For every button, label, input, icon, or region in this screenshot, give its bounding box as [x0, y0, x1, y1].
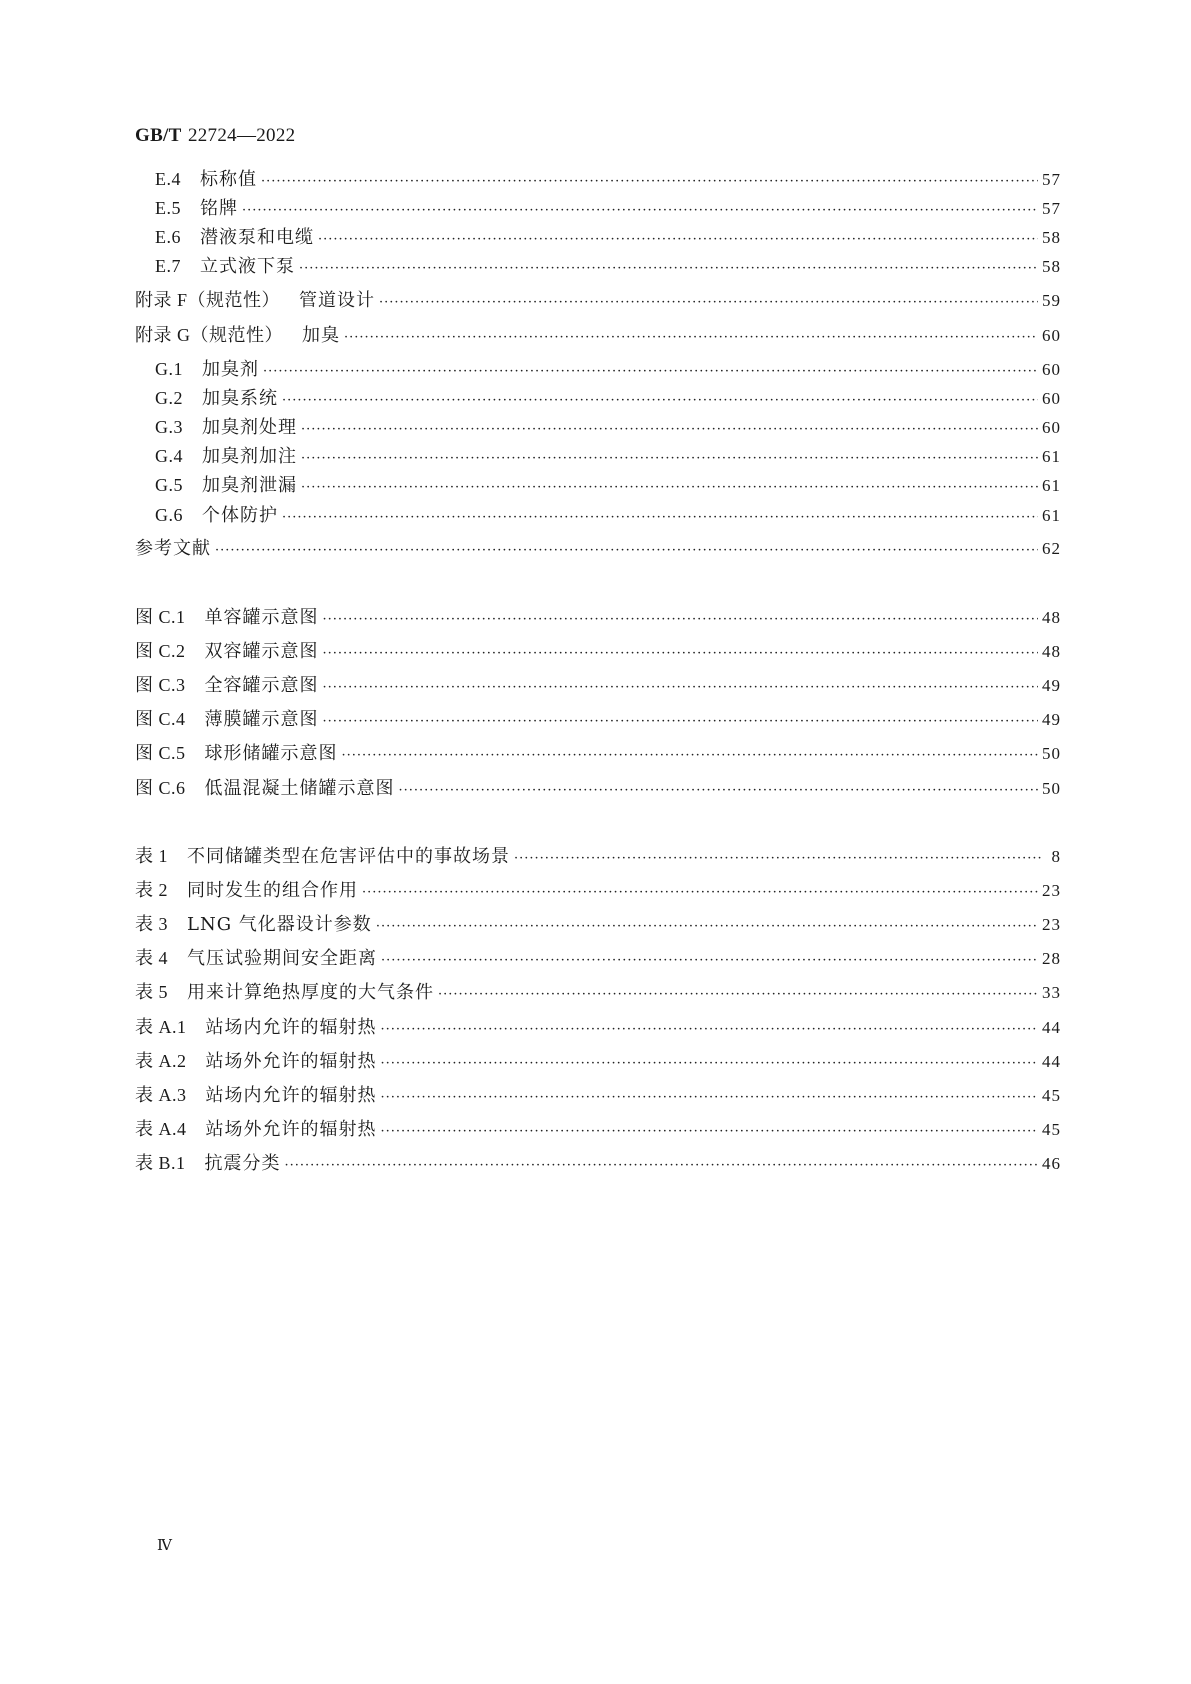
- entry-page: 45: [1042, 1120, 1061, 1139]
- entry-title: 标称值: [200, 169, 257, 190]
- entry-id: G.3: [155, 417, 183, 437]
- leader-dots: [301, 446, 1038, 472]
- toc-entry[interactable]: [155, 472, 1061, 498]
- figure-entry[interactable]: [135, 775, 1061, 801]
- entry-page: 61: [1042, 476, 1061, 495]
- entry-page: 46: [1042, 1154, 1061, 1173]
- leader-dots: [301, 417, 1038, 443]
- figure-entry[interactable]: [135, 706, 1061, 732]
- leader-dots: [514, 846, 1041, 872]
- leader-dots: [242, 198, 1038, 224]
- entry-id: 表 A.4: [135, 1119, 187, 1139]
- table-entry[interactable]: [135, 945, 1061, 971]
- entry-title: 单容罐示意图: [204, 607, 319, 628]
- entry-title: 气压试验期间安全距离: [187, 948, 377, 969]
- leader-dots: [438, 982, 1038, 1008]
- entry-id: 表 A.1: [135, 1017, 187, 1037]
- entry-page: 50: [1042, 744, 1061, 763]
- table-entry[interactable]: [135, 979, 1061, 1005]
- entry-title: 站场内允许的辐射热: [205, 1017, 377, 1038]
- entry-page: 49: [1042, 710, 1061, 729]
- toc-entry[interactable]: [135, 322, 1061, 348]
- standard-number: 22724—2022: [187, 125, 296, 146]
- table-entry[interactable]: [135, 1048, 1061, 1074]
- toc-entry[interactable]: [155, 356, 1061, 382]
- entry-id: G.2: [155, 388, 183, 408]
- entry-title: 薄膜罐示意图: [204, 709, 319, 730]
- leader-dots: [381, 1017, 1039, 1043]
- leader-dots: [381, 1051, 1039, 1077]
- table-entry[interactable]: [135, 1150, 1061, 1176]
- entry-id: E.5: [155, 198, 181, 218]
- entry-title: 不同储罐类型在危害评估中的事故场景: [187, 846, 510, 867]
- toc-entry[interactable]: [155, 385, 1061, 411]
- leader-dots: [318, 227, 1038, 253]
- leader-dots: [301, 475, 1038, 501]
- entry-id: G.5: [155, 475, 183, 495]
- entry-id: 附录 G（规范性）: [135, 325, 283, 345]
- entry-title: 管道设计: [299, 290, 376, 311]
- entry-title: 立式液下泵: [200, 256, 295, 277]
- table-entry[interactable]: [135, 877, 1061, 903]
- toc-entry[interactable]: [155, 443, 1061, 469]
- entry-page: 23: [1042, 881, 1061, 900]
- leader-dots: [381, 1119, 1039, 1145]
- entry-page: 60: [1042, 360, 1061, 379]
- entry-page: 58: [1042, 257, 1061, 276]
- table-entry[interactable]: [135, 911, 1061, 937]
- entry-page: 45: [1042, 1086, 1061, 1105]
- leader-dots: [381, 1085, 1039, 1111]
- entry-title: 潜液泵和电缆: [200, 227, 314, 248]
- entry-id: 表 5: [135, 982, 168, 1002]
- entry-id: 表 4: [135, 948, 168, 968]
- entry-id: E.4: [155, 169, 181, 189]
- entry-page: 60: [1042, 418, 1061, 437]
- entry-page: 61: [1042, 447, 1061, 466]
- leader-dots: [261, 169, 1038, 195]
- leader-dots: [263, 359, 1038, 385]
- entry-title: 加臭剂处理: [202, 417, 297, 438]
- entry-page: 33: [1042, 983, 1061, 1002]
- entry-page: 60: [1042, 326, 1061, 345]
- entry-id: 表 A.3: [135, 1085, 187, 1105]
- leader-dots: [379, 290, 1038, 316]
- entry-title: 站场外允许的辐射热: [205, 1051, 377, 1072]
- entry-title: 加臭剂泄漏: [202, 475, 297, 496]
- entry-id: G.4: [155, 446, 183, 466]
- leader-dots: [285, 1153, 1038, 1179]
- toc-entry[interactable]: [135, 287, 1061, 313]
- leader-dots: [381, 948, 1038, 974]
- toc-entry[interactable]: [155, 195, 1061, 221]
- entry-page: 44: [1042, 1052, 1061, 1071]
- entry-page: 28: [1042, 949, 1061, 968]
- entry-title: 站场外允许的辐射热: [205, 1119, 377, 1140]
- entry-title: 铭牌: [200, 198, 238, 219]
- figure-entry[interactable]: [135, 740, 1061, 766]
- table-entry[interactable]: [135, 1014, 1061, 1040]
- entry-title: 加臭: [302, 325, 340, 346]
- entry-page: 58: [1042, 228, 1061, 247]
- entry-id: 图 C.1: [135, 607, 186, 627]
- entry-title: LNG 气化器设计参数: [187, 914, 372, 935]
- toc-entry[interactable]: [155, 414, 1061, 440]
- entry-title: 低温混凝土储罐示意图: [204, 778, 395, 799]
- entry-title: 同时发生的组合作用: [187, 880, 358, 901]
- entry-page: 48: [1042, 642, 1061, 661]
- table-entry[interactable]: [135, 1082, 1061, 1108]
- entry-page: 50: [1042, 779, 1061, 798]
- figure-entry[interactable]: [135, 638, 1061, 664]
- entry-page: 57: [1042, 199, 1061, 218]
- leader-dots: [323, 607, 1038, 633]
- figure-entry[interactable]: [135, 672, 1061, 698]
- toc-entry[interactable]: [155, 224, 1061, 250]
- leader-dots: [399, 778, 1038, 804]
- table-entry[interactable]: [135, 843, 1061, 869]
- entry-id: G.6: [155, 505, 183, 525]
- entry-page: 44: [1042, 1018, 1061, 1037]
- table-entry[interactable]: [135, 1116, 1061, 1142]
- entry-title: 用来计算绝热厚度的大气条件: [187, 982, 434, 1003]
- leader-dots: [215, 538, 1038, 564]
- leader-dots: [323, 709, 1038, 735]
- entry-id: 表 B.1: [135, 1153, 186, 1173]
- entry-id: 图 C.2: [135, 641, 186, 661]
- entry-id: 图 C.4: [135, 709, 186, 729]
- entry-page: 57: [1042, 170, 1061, 189]
- toc-entry[interactable]: [135, 536, 1061, 562]
- entry-page: 59: [1042, 291, 1061, 310]
- entry-id: 表 A.2: [135, 1051, 187, 1071]
- entry-id: 附录 F（规范性）: [135, 290, 281, 310]
- standard-code: GB/T: [135, 125, 182, 146]
- figure-entry[interactable]: [135, 604, 1061, 630]
- entry-id: E.7: [155, 256, 181, 276]
- entry-page: 62: [1042, 539, 1061, 558]
- leader-dots: [362, 880, 1038, 906]
- entry-id: 图 C.6: [135, 778, 186, 798]
- entry-title: 加臭系统: [202, 388, 278, 409]
- entry-title: 个体防护: [202, 505, 278, 526]
- entry-title: 全容罐示意图: [204, 675, 319, 696]
- toc-entry[interactable]: [155, 166, 1061, 192]
- entry-id: G.1: [155, 359, 183, 379]
- entry-page: 8: [1051, 847, 1061, 866]
- entry-title: 抗震分类: [204, 1153, 281, 1174]
- leader-dots: [344, 325, 1038, 351]
- entry-id: 表 3: [135, 914, 168, 934]
- leader-dots: [323, 641, 1038, 667]
- entry-title: 双容罐示意图: [204, 641, 319, 662]
- entry-page: 61: [1042, 506, 1061, 525]
- entry-page: 60: [1042, 389, 1061, 408]
- leader-dots: [299, 256, 1038, 282]
- page-number: Ⅳ: [157, 1538, 172, 1554]
- entry-title: 加臭剂加注: [202, 446, 297, 467]
- entry-title: 加臭剂: [202, 359, 259, 380]
- entry-page: 49: [1042, 676, 1061, 695]
- entry-id: E.6: [155, 227, 181, 247]
- toc-entry[interactable]: [155, 253, 1061, 279]
- entry-page: 48: [1042, 608, 1061, 627]
- leader-dots: [342, 743, 1038, 769]
- entry-title: 球形储罐示意图: [204, 743, 338, 764]
- leader-dots: [282, 505, 1038, 531]
- leader-dots: [323, 675, 1038, 701]
- document-header: [135, 124, 295, 147]
- leader-dots: [376, 914, 1038, 940]
- entry-id: 表 2: [135, 880, 168, 900]
- entry-page: 23: [1042, 915, 1061, 934]
- entry-id: 图 C.3: [135, 675, 186, 695]
- entry-id: 图 C.5: [135, 743, 186, 763]
- toc-entry[interactable]: [155, 502, 1061, 528]
- entry-id: 表 1: [135, 846, 168, 866]
- entry-title: 参考文献: [135, 538, 211, 559]
- leader-dots: [282, 388, 1038, 414]
- entry-title: 站场内允许的辐射热: [205, 1085, 377, 1106]
